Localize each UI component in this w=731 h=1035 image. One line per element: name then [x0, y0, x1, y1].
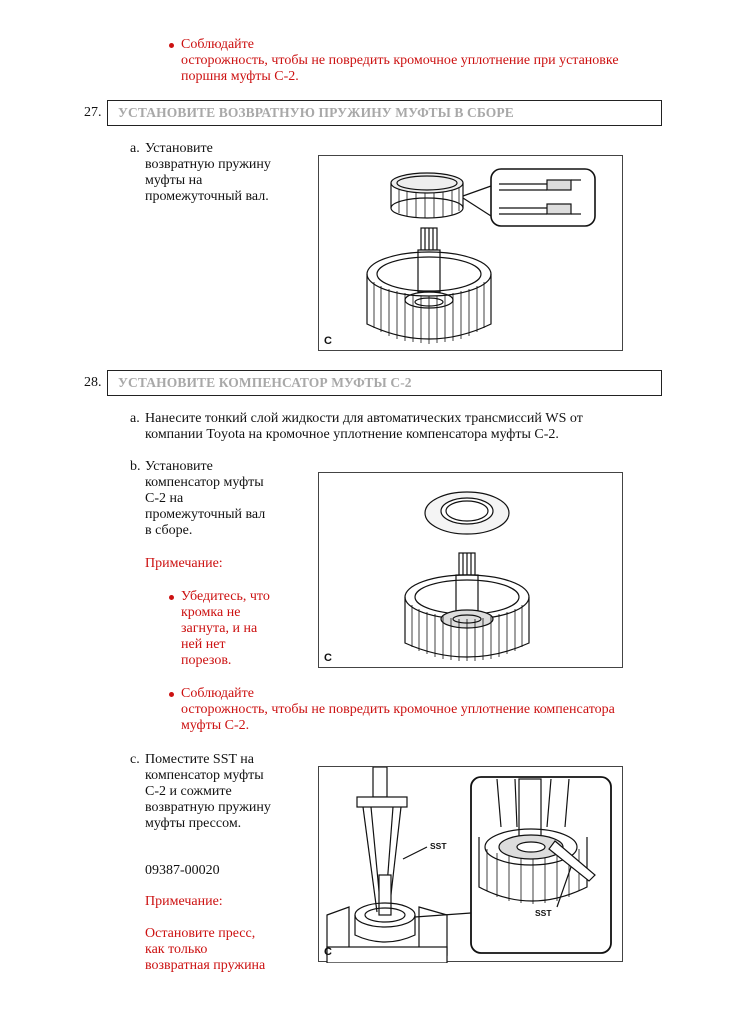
intro-caution-line-3: поршня муфты C-2.	[181, 69, 299, 84]
note-1-line-4: ней нет	[181, 637, 226, 652]
step-28b-line-4: промежуточный вал	[145, 507, 266, 522]
step-28b-letter: b.	[130, 459, 141, 474]
figure-press-sst	[318, 766, 623, 962]
step-27a-line-2: возвратную пружину	[145, 157, 271, 172]
compensator-illustration	[319, 473, 624, 669]
return-spring-illustration	[319, 156, 624, 352]
step-28c-line-4: возвратную пружину	[145, 800, 271, 815]
step-28a-letter: a.	[130, 411, 140, 426]
step-28a-line-1: Нанесите тонкий слой жидкости для автоматических трансмиссий WS от	[145, 411, 583, 426]
figure-3-label: C	[324, 946, 332, 958]
step-28-number: 28.	[84, 375, 102, 390]
step-28b-line-2: компенсатор муфты	[145, 475, 264, 490]
step-28-title: УСТАНОВИТЕ КОМПЕНСАТОР МУФТЫ C-2	[107, 370, 662, 396]
note-bullet	[169, 595, 174, 600]
step-28c-note-line-2: как только	[145, 942, 208, 957]
note-1-line-2: кромка не	[181, 605, 241, 620]
step-28b-line-5: в сборе.	[145, 523, 193, 538]
step-27a-line-1: Установите	[145, 141, 213, 156]
sst-part-number: 09387-00020	[145, 863, 220, 878]
step-28b-line-1: Установите	[145, 459, 213, 474]
note-2-line-2: осторожность, чтобы не повредить кромочное уплотнение компенсатора	[181, 702, 615, 717]
intro-caution-line-2: осторожность, чтобы не повредить кромочное уплотнение при установке	[181, 53, 619, 68]
step-28a-line-2: компании Toyota на кромочное уплотнение компенсатора муфты C-2.	[145, 427, 559, 442]
step-28c-line-3: C-2 и сожмите	[145, 784, 232, 799]
step-27-title: УСТАНОВИТЕ ВОЗВРАТНУЮ ПРУЖИНУ МУФТЫ В СБОРЕ	[107, 100, 662, 126]
step-28c-line-5: муфты прессом.	[145, 816, 242, 831]
sst-callout-2: SST	[535, 908, 552, 918]
note-bullet	[169, 692, 174, 697]
step-28c-line-2: компенсатор муфты	[145, 768, 264, 783]
step-28c-note-line-3: возвратная пружина	[145, 958, 266, 973]
step-28b-note-label: Примечание:	[145, 556, 223, 571]
step-28b-line-3: C-2 на	[145, 491, 184, 506]
step-27a-letter: a.	[130, 141, 140, 156]
intro-caution-line-1: Соблюдайте	[181, 37, 255, 52]
sst-callout-1: SST	[430, 841, 447, 851]
step-28c-note-line-1: Остановите пресс,	[145, 926, 256, 941]
step-27a-line-3: муфты на	[145, 173, 203, 188]
note-2-line-3: муфты C-2.	[181, 718, 250, 733]
note-1-line-1: Убедитесь, что	[181, 589, 270, 604]
step-28c-note-label: Примечание:	[145, 894, 223, 909]
figure-1-label: C	[324, 335, 332, 347]
caution-bullet	[169, 43, 174, 48]
step-28c-letter: c.	[130, 752, 140, 767]
step-28c-line-1: Поместите SST на	[145, 752, 254, 767]
figure-2-label: C	[324, 652, 332, 664]
note-2-line-1: Соблюдайте	[181, 686, 255, 701]
figure-return-spring	[318, 155, 623, 351]
press-sst-illustration	[319, 767, 624, 963]
step-27a-line-4: промежуточный вал.	[145, 189, 269, 204]
figure-compensator	[318, 472, 623, 668]
note-1-line-3: загнута, и на	[181, 621, 258, 636]
note-1-line-5: порезов.	[181, 653, 232, 668]
step-27-number: 27.	[84, 105, 102, 120]
